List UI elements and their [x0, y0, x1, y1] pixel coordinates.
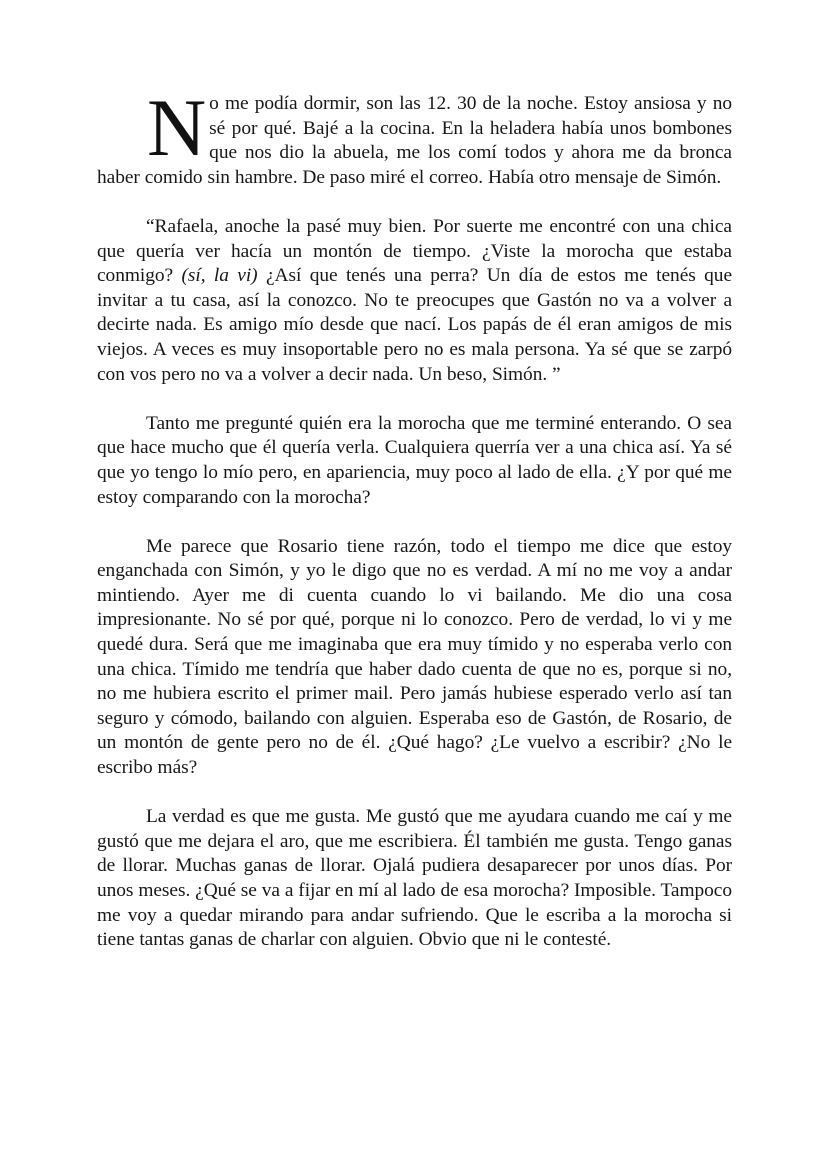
text-column	[97, 82, 732, 953]
paragraph-3: Tanto me pregunté quién era la morocha que me terminé enterando. O sea que hace mucho que él quería verla. Cualquiera querría ver a una chica así. Ya sé que yo tengo lo mío pero, en apariencia, muy poco al lado de ella. ¿Y por qué me estoy comparando con la morocha?	[97, 412, 732, 508]
paragraph-1	[97, 82, 732, 190]
paragraph-2-text-part-1: “Rafaela, anoche la pasé muy bien. Por suerte me encontré con una chica que quería ver hacía un montón de tiempo. ¿Viste la morocha que estaba conmigo?	[97, 215, 732, 287]
paragraph-2	[97, 215, 732, 387]
paragraph-1-text: o me podía dormir, son las 12. 30 de la noche. Estoy ansiosa y no sé por qué. Bajé a la cocina. En la heladera había unos bombones que nos dio la abuela, me los comí todos y ahora me da bronca haber comido sin hambre. De paso miré el correo. Había otro mensaje de Simón.	[97, 93, 732, 188]
paragraph-5: La verdad es que me gusta. Me gustó que me ayudara cuando me caí y me gustó que me dejara el aro, que me escribiera. Él también me gusta. Tengo ganas de llorar. Muchas ganas de llorar. Ojalá pudiera desaparecer por unos días. Por unos meses. ¿Qué se va a fijar en mí al lado de esa morocha? Imposible. Tampoco me voy a quedar mirando para andar sufriendo. Que le escriba a la morocha si tiene tantas ganas de charlar con alguien. Obvio que ni le contesté.	[97, 806, 732, 951]
paragraph-2-text-part-2: ¿Así que tenés una perra? Un día de estos me tenés que invitar a tu casa, así la conozco. No te preocupes que Gastón no va a volver a decirte nada. Es amigo mío desde que nací. Los papás de él eran amigos de mis viejos. A veces es muy insoportable pero no es mala persona. Ya sé que se zarpó con vos pero no va a volver a decir nada. Un beso, Simón. ”	[97, 265, 732, 385]
paragraph-4: Me parece que Rosario tiene razón, todo el tiempo me dice que estoy enganchada con Simón, y yo le digo que no es verdad. A mí no me voy a andar mintiendo. Ayer me di cuenta cuando lo vi bailando. Me dio una cosa impresionante. No sé por qué, porque ni lo conozco. Pero de verdad, lo vi y me quedé dura. Será que me imaginaba que era muy tímido y no esperaba verlo con una chica. Tímido me tendría que haber dado cuenta de que no es, porque si no, no me hubiera escrito el primer mail. Pero jamás hubiese esperado verlo así tan seguro y cómodo, bailando con alguien. Esperaba eso de Gastón, de Rosario, de un montón de gente pero no de él. ¿Qué hago? ¿Le vuelvo a escribir? ¿No le escribo más?	[97, 535, 732, 779]
paragraph-2-italic-aside: (sí, la vi)	[181, 265, 258, 287]
drop-cap-initial: N	[147, 82, 207, 173]
